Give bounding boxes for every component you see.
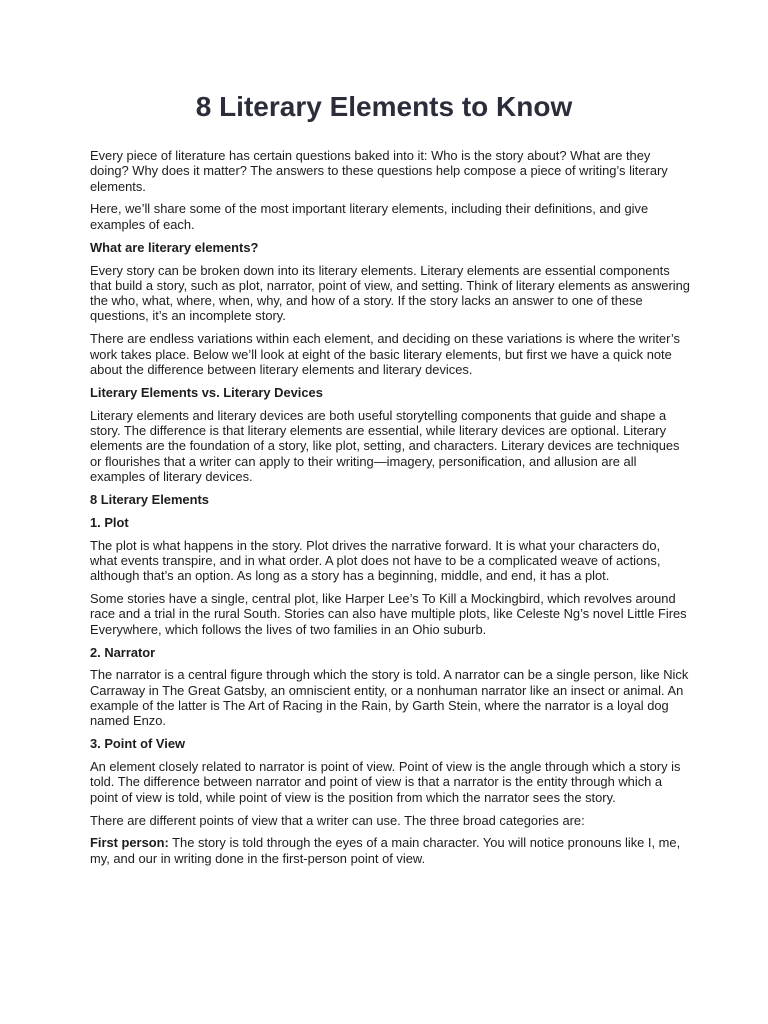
document-title: 8 Literary Elements to Know xyxy=(195,91,573,122)
intro-paragraph-1: Every piece of literature has certain questions baked into it: Who is the story about? What are they doing? Why does it matter? The answers to these questions help compose a piece of writing’s literary elements. xyxy=(90,148,668,194)
pov-paragraph-1: An element closely related to narrator is point of view. Point of view is the angle through which a story is told. The difference between narrator and point of view is that a narrator is the entity through which a point of view is told, while point of view is the position from which the narrator sees the story. xyxy=(90,759,681,805)
intro-paragraph-2: Here, we’ll share some of the most important literary elements, including their definitions, and give examples of each. xyxy=(90,201,649,232)
what-paragraph-1: Every story can be broken down into its literary elements. Literary elements are essential components that build a story, such as plot, narrator, point of view, and setting. Think of literary elements as answering the who, what, where, when, why, and how of a story. If the story lacks an answer to one of these questions, it’s an incomplete story. xyxy=(90,262,690,324)
what-paragraph-2: There are endless variations within each element, and deciding on these variations is where the writer’s work takes place. Below we’ll look at eight of the basic literary elements, but first we have a quick note about the difference between literary elements and literary devices. xyxy=(90,331,680,377)
first-person-paragraph xyxy=(90,835,690,866)
plot-paragraph-1: The plot is what happens in the story. Plot drives the narrative forward. It is what your characters do, what events transpire, and in what order. A plot does not have to be a complicated weave of actions, although that’s an option. As long as a story has a beginning, middle, and end, it has a plot. xyxy=(90,537,661,584)
subheading-plot: 1. Plot xyxy=(90,514,129,530)
document-body xyxy=(90,148,690,874)
vs-paragraph: Literary elements and literary devices are both useful storytelling components that guide and shape a story. The difference is that literary elements are essential, while literary devices are optional. Literary elements are the foundation of a story, like plot, setting, and characters. Literary devices are techniques or flourishes that a writer can apply to their writing—imagery, personification, and allusion are all examples of literary devices. xyxy=(90,407,680,484)
first-person-label: First person: xyxy=(90,835,169,851)
section-heading-what-are-literary-elements: What are literary elements? xyxy=(90,239,259,255)
first-person-text: The story is told through the eyes of a main character. You will notice pronouns like I, me, my, and our in writing done in the first-person point of view. xyxy=(90,835,681,866)
section-heading-elements-vs-devices: Literary Elements vs. Literary Devices xyxy=(90,384,323,400)
pov-paragraph-2: There are different points of view that a writer can use. The three broad categories are: xyxy=(90,812,585,828)
subheading-point-of-view: 3. Point of View xyxy=(90,736,186,752)
section-heading-8-literary-elements: 8 Literary Elements xyxy=(90,491,209,507)
subheading-narrator: 2. Narrator xyxy=(90,644,156,660)
narrator-paragraph: The narrator is a central figure through which the story is told. A narrator can be a single person, like Nick Carraway in The Great Gatsby, an omniscient entity, or a nonhuman narrator like an insect or animal. An example of the latter is The Art of Racing in the Rain, by Garth Stein, where the narrator is a loyal dog named Enzo. xyxy=(90,667,689,729)
plot-paragraph-2: Some stories have a single, central plot, like Harper Lee’s To Kill a Mockingbird, which revolves around race and a trial in the rural South. Stories can also have multiple plots, like Celeste Ng’s novel Little Fires Everywhere, which follows the lives of two families in an Ohio suburb. xyxy=(90,591,687,637)
